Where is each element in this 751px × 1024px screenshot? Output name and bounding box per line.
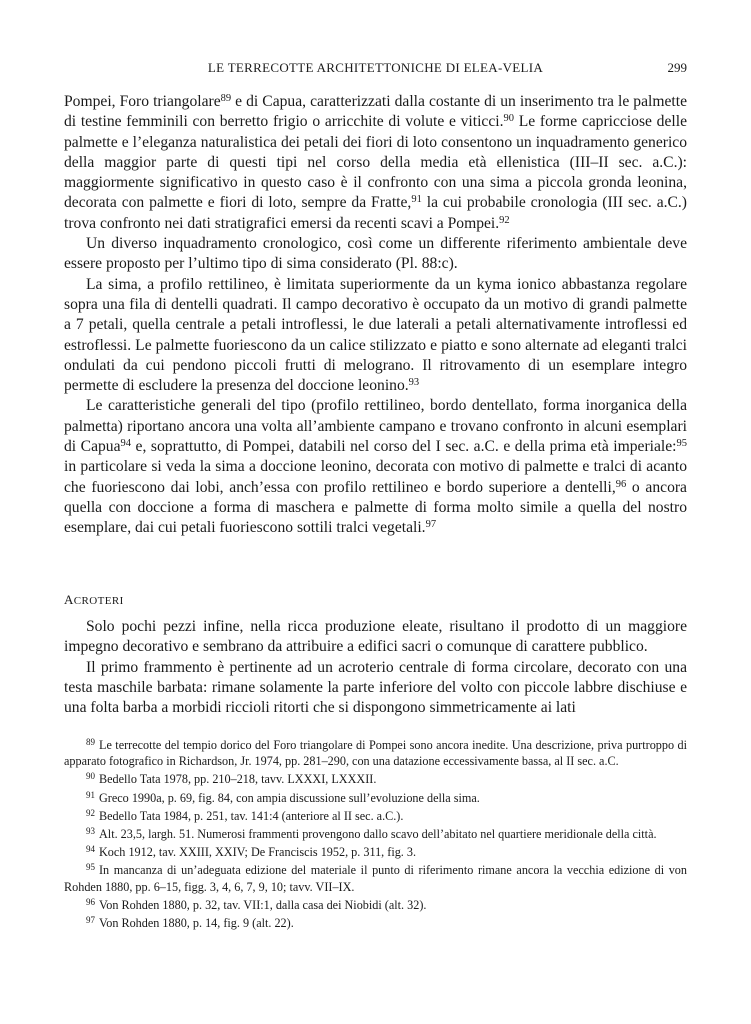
body-paragraph [64,92,687,234]
footnote-text: Von Rohden 1880, p. 14, fig. 9 (alt. 22). [99,916,294,931]
footnote-text: Bedello Tata 1978, pp. 210–218, tavv. LXXXI, LXXXII. [99,772,377,787]
footnote-ref[interactable]: 95 [676,438,687,450]
body-paragraph [64,275,687,397]
footnote-text: Le terrecotte del tempio dorico del Foro triangolare di Pompei sono ancora inedite. Una descrizione, priva purtroppo di apparato fotografico in Richardson, Jr. 1974, pp. 281–290, con una datazione eccessivamente bassa, al II sec. a.C. [64,738,687,769]
footnote-number: 91 [86,789,95,800]
body-text: o ancora quella con doccione a forma di maschera e palmette di forma molto simile a quella del nostro esemplare, dai cui petali fuoriescono sottili tralci vegetali. [64,478,687,537]
body-text: Le forme capricciose delle palmette e l’eleganza naturalistica dei petali dei fiori di loto consentono un inquadramento generico della maggior parte di questi tipi nel corso della media età ellenistica (III–II sec. a.C.): maggiormente significativo in questo caso è il confronto con una sima a piccola gronda leonina, decorata con palmette e fiori di loto, sempre da Fratte, [64,113,687,212]
section-heading [64,592,124,608]
footnote [64,897,687,913]
footnote [64,771,687,787]
footnote [64,844,687,860]
section-paragraph: Il primo frammento è pertinente ad un acroterio centrale di forma circolare, decorato con una testa maschile barbata: rimane solamente la parte inferiore del volto con piccole labbre dischiuse e una folta barba a morbidi riccioli ritorti che si dispongono simmetricamente ai lati [64,658,687,717]
footnote-number: 96 [86,896,95,907]
running-title: LE TERRECOTTE ARCHITETTONICHE DI ELEA-VELIA [207,60,544,75]
footnote-ref[interactable]: 89 [220,93,232,104]
body-text: e di Capua, caratterizzati dalla costante di un inserimento tra le palmette di testine femminili con berretto frigio o arricchite di volute e viticci. [64,93,687,131]
footnote [64,808,687,824]
section-paragraph: Solo pochi pezzi infine, nella ricca produzione eleate, risultano il prodotto di un maggiore impegno decorativo e sembrano da attribuire a edifici sacri o comunque di carattere pubblico. [64,618,687,656]
footnote-text: In mancanza di un’adeguata edizione del materiale il punto di riferimento rimane ancora la vecchia edizione di von Rohden 1880, pp. 6–15, figg. 3, 4, 6, 7, 9, 10; tavv. VII–IX. [64,863,687,894]
main-text [64,92,687,539]
body-text: Un diverso inquadramento cronologico, così come un differente riferimento ambientale deve essere proposto per l’ultimo tipo di sima considerato (Pl. 88:c). [64,235,687,273]
body-text: in particolare si veda la sima a doccione leonino, decorata con motivo di palmette e tralci di acanto che fuoriescono dai lobi, anch’essa con profilo rettilineo e bordo superiore a dentelli, [64,458,687,496]
footnote [64,826,687,842]
footnote-text: Bedello Tata 1984, p. 251, tav. 141:4 (anteriore al II sec. a.C.). [99,808,404,823]
body-paragraph [64,396,687,538]
footnote-number: 93 [86,826,95,837]
body-text: La sima, a profilo rettilineo, è limitata superiormente da un kyma ionico abbastanza regolare sopra una fila di dentelli quadrati. Il campo decorativo è occupato da un motivo di grandi palmette a 7 petali, quella centrale a petali introflessi, le due laterali a petali alternativamente introflessi ed estroflessi. Le palmette fuoriescono da un calice stilizzato e piatto e sono alternate ad eleganti tralci ondulati da cui pendono piccoli frutti di melograno. Il ritrovamento di un esemplare integro permette di escludere la presenza del doccione leonino. [64,275,687,395]
footnote-ref[interactable]: 91 [411,194,422,206]
footnote-ref[interactable]: 93 [408,377,420,389]
footnote-number: 97 [86,915,95,926]
footnote [64,862,687,894]
footnote-text: Von Rohden 1880, p. 32, tav. VII:1, dalla casa dei Niobidi (alt. 32). [99,897,427,912]
page-number: 299 [667,60,687,75]
body-text: la cui probabile cronologia (III sec. a.C.) trova confronto nei dati stratigrafici emersi da recenti scavi a Pompei. [64,194,688,232]
footnote-number: 89 [86,737,95,747]
footnote-ref[interactable]: 97 [425,519,437,531]
body-text: Pompei, Foro triangolare [64,93,221,110]
footnote-number: 95 [86,862,95,873]
body-paragraph [64,234,687,275]
footnote [64,790,687,806]
footnote [64,737,687,769]
footnote-number: 92 [86,807,95,818]
footnotes [64,737,687,933]
section-heading-initial: A [64,592,74,607]
footnote-text: Koch 1912, tav. XXIII, XXIV; De Franciscis 1952, p. 311, fig. 3. [99,845,417,860]
footnote [64,915,687,931]
footnote-ref[interactable]: 90 [503,113,514,125]
running-header [64,60,687,80]
footnote-text: Alt. 23,5, largh. 51. Numerosi frammenti provengono dallo scavo dell’abitato nel quartiere meridionale della città. [99,827,657,842]
section-heading-rest: CROTERI [73,595,124,607]
section-text [64,617,687,718]
footnote-ref[interactable]: 92 [499,214,510,226]
footnote-number: 90 [86,771,95,782]
footnote-number: 94 [86,844,95,855]
body-text: e, soprattutto, di Pompei, databili nel corso del I sec. a.C. e della prima età imperiale: [131,438,677,456]
body-text: Le caratteristiche generali del tipo (profilo rettilineo, bordo dentellato, forma inorganica della palmetta) riportano ancora una volta all’ambiente campano e trovano confronto in alcuni esemplari di Capua [64,397,687,456]
footnote-ref[interactable]: 96 [615,478,627,490]
footnote-ref[interactable]: 94 [120,438,132,450]
footnote-text: Greco 1990a, p. 69, fig. 84, con ampia discussione sull’evoluzione della sima. [99,790,480,805]
